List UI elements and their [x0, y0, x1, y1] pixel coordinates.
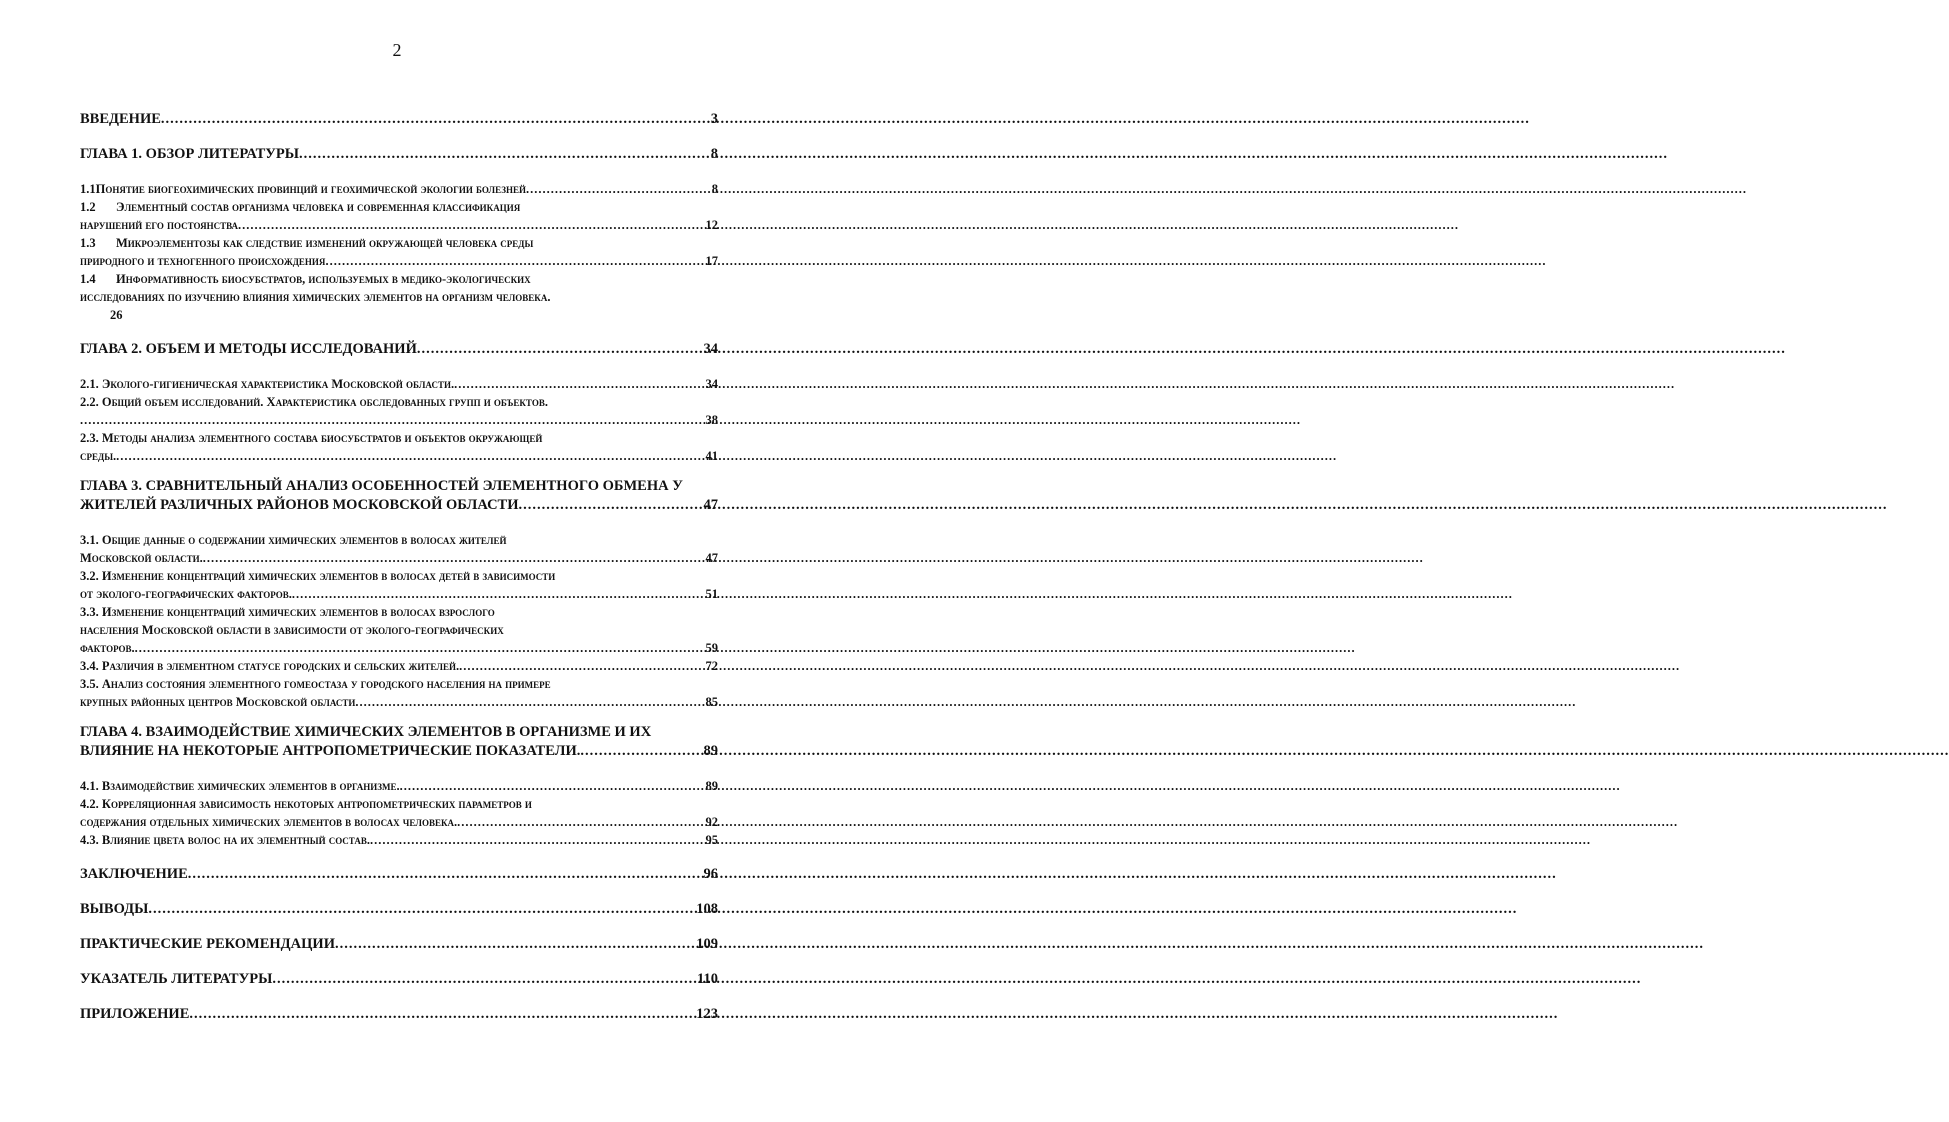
dot-leader [519, 496, 702, 515]
dot-leader [135, 639, 704, 657]
toc-page: 96 [703, 866, 718, 882]
toc-number: 1.4 [80, 272, 96, 286]
toc-page: 47 [703, 497, 718, 513]
toc-entry-4-1[interactable] [80, 777, 718, 795]
dot-leader [80, 411, 704, 429]
toc-title: ГЛАВА 2. ОБЪЕМ И МЕТОДЫ ИССЛЕДОВАНИЙ [80, 341, 417, 357]
toc-title-line-1: 3.2. Изменение концентраций химических элементов в волосах детей в зависимости [80, 569, 556, 583]
toc-page: 89 [705, 779, 718, 793]
toc-title-line-1: ГЛАВА 3. СРАВНИТЕЛЬНЫЙ АНАЛИЗ ОСОБЕННОСТЕЙ ЭЛЕМЕНТНОГО ОБМЕНА У [80, 478, 683, 494]
toc-entry-findings[interactable] [80, 900, 718, 919]
toc-page: 72 [705, 659, 718, 673]
toc-entry-chapter-1[interactable] [80, 145, 718, 164]
table-of-contents [80, 110, 718, 1024]
toc-page: 38 [705, 413, 718, 427]
dot-leader [325, 252, 703, 270]
toc-page: 3 [710, 111, 718, 127]
toc-title-line-1: 2.3. Методы анализа элементного состава биосубстратов и объектов окружающей [80, 431, 543, 445]
toc-page: 51 [705, 587, 718, 601]
toc-title-line-2: ВЛИЯНИЕ НА НЕКОТОРЫЕ АНТРОПОМЕТРИЧЕСКИЕ ПОКАЗАТЕЛИ. [80, 743, 581, 759]
toc-title-line-1: Информативность биосубстратов, используемых в медико-экологических [116, 272, 531, 286]
toc-page: 95 [705, 833, 718, 847]
toc-title-line-1: 3.3. Изменение концентраций химических элементов в волосах взрослого [80, 605, 495, 619]
toc-title-line-3: факторов. [80, 641, 135, 655]
toc-title: ГЛАВА 1. ОБЗОР ЛИТЕРАТУРЫ [80, 146, 299, 162]
toc-title-line-2: нарушений его постоянства [80, 218, 239, 232]
toc-title-line-1: 2.2. Общий объем исследований. Характеристика обследованных групп и объектов. [80, 395, 548, 409]
toc-title-line-1: 3.1. Общие данные о содержании химических элементов в волосах жителей [80, 533, 507, 547]
document-page [0, 0, 794, 1122]
dot-leader [292, 585, 704, 603]
toc-entry-references[interactable] [80, 970, 718, 989]
dot-leader [299, 145, 709, 164]
toc-title: УКАЗАТЕЛЬ ЛИТЕРАТУРЫ [80, 971, 273, 987]
toc-title: 3.4. Различия в элементном статусе городских и сельских жителей. [80, 659, 460, 673]
toc-entry-chapter-2[interactable] [80, 340, 718, 359]
toc-title-line-2: от эколого-географических факторов. [80, 587, 292, 601]
toc-page: 17 [705, 254, 718, 268]
dot-leader [459, 657, 703, 675]
toc-entry-intro[interactable] [80, 110, 718, 129]
dot-leader [189, 1005, 694, 1024]
toc-entry-chapter-4[interactable] [80, 723, 718, 761]
toc-title: ПРИЛОЖЕНИЕ [80, 1006, 190, 1022]
toc-page: 89 [703, 743, 718, 759]
toc-title: 4.1. Взаимодействие химических элементов в организме. [80, 779, 400, 793]
dot-leader [355, 693, 703, 711]
toc-number: 1.3 [80, 236, 96, 250]
dot-leader [454, 375, 703, 393]
toc-page: 34 [703, 341, 718, 357]
toc-page: 12 [705, 218, 718, 232]
toc-title-line-2: природного и техногенного происхождения [80, 254, 326, 268]
dot-leader [161, 110, 709, 129]
toc-page: 47 [705, 551, 718, 565]
dot-leader [417, 340, 702, 359]
toc-entry-4-2[interactable] [80, 795, 718, 831]
toc-entry-3-5[interactable] [80, 675, 718, 711]
toc-title: 2.1. Эколого-гигиеническая характеристика Московской области. [80, 377, 455, 391]
toc-page: 85 [705, 695, 718, 709]
toc-title: 4.3. Влияние цвета волос на их элементный состав. [80, 833, 370, 847]
toc-title-line-1: 3.5. Анализ состояния элементного гомеостаза у городского населения на примере [80, 677, 551, 691]
toc-entry-2-2[interactable] [80, 393, 718, 429]
toc-title-line-1: 4.2. Корреляционная зависимость некоторых антропометрических параметров и [80, 797, 532, 811]
toc-entry-2-3[interactable] [80, 429, 718, 465]
toc-entry-3-3[interactable] [80, 603, 718, 657]
toc-title-line-2: содержания отдельных химических элементов в волосах человека. [80, 815, 458, 829]
dot-leader [238, 216, 703, 234]
dot-leader [335, 935, 694, 954]
dot-leader [580, 742, 701, 761]
toc-page: 59 [705, 641, 718, 655]
dot-leader [526, 180, 710, 198]
dot-leader [370, 831, 704, 849]
toc-page: 8 [711, 182, 718, 196]
toc-title-line-2: Московской области. [80, 551, 203, 565]
toc-title-line-2: исследованиях по изучению влияния химических элементов на организм человека. [80, 290, 551, 304]
toc-entry-1-4[interactable] [80, 270, 718, 324]
toc-title: ВВЕДЕНИЕ [80, 111, 161, 127]
dot-leader [457, 813, 703, 831]
toc-title: ВЫВОДЫ [80, 901, 149, 917]
toc-title: ЗАКЛЮЧЕНИЕ [80, 866, 188, 882]
toc-entry-3-4[interactable] [80, 657, 718, 675]
toc-page: 92 [705, 815, 718, 829]
toc-entry-3-1[interactable] [80, 531, 718, 567]
toc-title-line-2: крупных районных центров Московской области [80, 695, 356, 709]
toc-title-line-2: населения Московской области в зависимости от эколого-географических [80, 623, 504, 637]
toc-entry-chapter-3[interactable] [80, 477, 718, 515]
toc-entry-conclusion[interactable] [80, 865, 718, 884]
toc-number: 1.1 [80, 182, 96, 196]
dot-leader [116, 447, 703, 465]
toc-entry-2-1[interactable] [80, 375, 718, 393]
dot-leader [400, 777, 704, 795]
toc-title-line-1: Микроэлементозы как следствие изменений окружающей человека среды [116, 236, 534, 250]
toc-page: 41 [705, 449, 718, 463]
toc-number: 1.2 [80, 200, 96, 214]
toc-entry-1-2[interactable] [80, 198, 718, 234]
toc-title-line-1: ГЛАВА 4. ВЗАИМОДЕЙСТВИЕ ХИМИЧЕСКИХ ЭЛЕМЕНТОВ В ОРГАНИЗМЕ И ИХ [80, 724, 652, 740]
toc-page: 110 [697, 971, 718, 987]
toc-page: 8 [710, 146, 718, 162]
toc-title: Понятие биогеохимических провинций и геохимической экологии болезней [95, 182, 526, 196]
toc-page: 26 [110, 308, 123, 322]
toc-entry-recommendations[interactable] [80, 935, 718, 954]
dot-leader [272, 970, 695, 989]
toc-title: ПРАКТИЧЕСКИЕ РЕКОМЕНДАЦИИ [80, 936, 335, 952]
toc-title-line-1: Элементный состав организма человека и современная классификация [116, 200, 521, 214]
dot-leader [203, 549, 704, 567]
toc-entry-1-1[interactable] [80, 180, 718, 198]
toc-entry-1-3[interactable] [80, 234, 718, 270]
toc-title-line-2: ЖИТЕЛЕЙ РАЗЛИЧНЫХ РАЙОНОВ МОСКОВСКОЙ ОБЛАСТИ [80, 497, 519, 513]
toc-page: 109 [696, 936, 718, 952]
toc-page: 123 [696, 1006, 718, 1022]
dot-leader [188, 865, 702, 884]
toc-page: 108 [696, 901, 718, 917]
toc-title-line-2: среды. [80, 449, 117, 463]
page-number: 2 [392, 40, 402, 60]
toc-entry-4-3[interactable] [80, 831, 718, 849]
toc-page: 34 [705, 377, 718, 391]
toc-entry-appendix[interactable] [80, 1005, 718, 1024]
dot-leader [148, 900, 694, 919]
toc-entry-3-2[interactable] [80, 567, 718, 603]
